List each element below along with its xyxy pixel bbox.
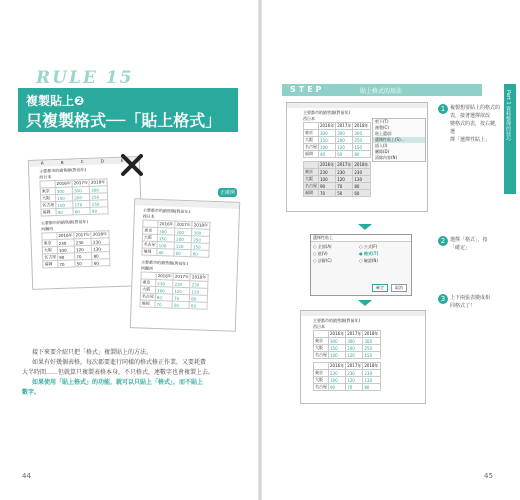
table-row: 東京 230 230 230 — [42, 238, 109, 247]
table-title: 主要都市的銷售額(對前年) — [142, 207, 191, 215]
table-region: 西日本 — [39, 174, 52, 180]
table-row: 大阪 100 120 130 — [42, 245, 109, 254]
table-row: 東京 230 230 230 — [314, 370, 381, 377]
step-title: 貼上格式的用法 — [360, 88, 403, 95]
table-title: 主要都市的銷售額(對前年) — [313, 318, 361, 323]
table-row: 東京 230 230 230 — [141, 279, 208, 288]
body-text — [22, 348, 252, 398]
option-value[interactable]: ○ 值(V) — [313, 251, 328, 256]
body-highlight: 如果使用「貼上格式」的功能，就可以只貼上「格式」，而不貼上 — [32, 379, 204, 386]
step2-note: 選擇「格式」，按 「確定」 — [450, 237, 488, 251]
cancel-button[interactable]: 取消 — [391, 284, 407, 292]
table-row: 東京 300 300 300 — [143, 227, 210, 236]
table-row: 名古屋 100 120 150 — [142, 241, 209, 250]
step3-note: 上下兩張表變成相 同格式了！ — [450, 295, 491, 309]
sales-table-2-formatted: 2016年 2017年 2018年 東京 230 230 230 大阪 100 120 130 名古屋 90 70 80 福岡 70 50 60 — [141, 273, 207, 308]
year-header: 2017年 — [73, 179, 89, 186]
book-spine — [258, 0, 262, 500]
side-tab-label: Part 1 資料整理的技巧 — [505, 90, 511, 142]
table-row: 大阪 100 120 130 — [304, 176, 371, 183]
option-formula[interactable]: ○ 公式(F) — [359, 244, 378, 249]
table-row: 東京 300 300 300 — [314, 338, 381, 345]
col-header: C — [80, 159, 84, 165]
sales-table-1 — [39, 178, 108, 216]
step1-table-2: 2016年 2017年 2018年 東京 230 230 230 大阪 100 120 130 名古屋 90 70 80 福岡 70 50 60 — [305, 162, 369, 196]
table-row: 名古屋 100 120 150 — [41, 200, 108, 209]
menu-item-cut[interactable]: 剪下(T) — [375, 119, 389, 124]
step3-table-1: 2016年 2017年 2018年 東京 300 300 300 大阪 150 200 250 名古屋 100 120 150 — [315, 331, 379, 358]
table-title: 主要都市的銷售額(對前年) — [303, 110, 351, 115]
table-row: 大阪 100 120 130 — [140, 286, 207, 295]
table-region: 西關西 — [140, 265, 153, 271]
menu-item-paste-options[interactable]: 貼上選項: — [375, 131, 393, 136]
body-line: 如果有好幾個表格，每次都要進行同樣的格式修正作業，又要耗費 — [32, 359, 207, 366]
table-row: 福岡 70 50 60 — [43, 259, 110, 268]
arrow-down-icon — [358, 300, 372, 306]
table-row: 名古屋 90 70 80 — [304, 183, 371, 190]
option-validation[interactable]: ○ 驗證(N) — [359, 258, 378, 263]
table-row: 福岡 40 60 80 — [41, 207, 108, 216]
ok-button[interactable]: 確定 — [372, 284, 388, 292]
step3-number: 3 — [438, 294, 448, 304]
menu-item-paste-special[interactable]: 選擇性貼上(S)... — [373, 137, 425, 143]
menu-item-delete[interactable]: 刪除(D) — [375, 149, 390, 154]
table-row: 福岡 70 50 60 — [304, 190, 371, 197]
title-line-2: 只複製格式──「貼上格式」 — [26, 111, 222, 130]
table-row: 名古屋 90 70 80 — [314, 384, 381, 391]
step3-table-2: 2016年 2017年 2018年 東京 230 230 230 大阪 100 120 130 名古屋 90 70 80 — [315, 363, 379, 390]
table-row: 名古屋 100 120 150 — [314, 352, 381, 359]
context-menu — [372, 118, 426, 162]
table-title: 主要都市的銷售額(對前年) — [140, 259, 189, 267]
col-header: E — [120, 157, 124, 163]
col-header: B — [60, 159, 64, 165]
table-region: 西日本 — [142, 213, 155, 219]
option-all[interactable]: ○ 全部(A) — [313, 244, 332, 249]
table-title: 主要都市的銷售額(對前年) — [40, 218, 89, 226]
table-row: 東京 300 300 300 — [304, 130, 371, 137]
body-line: 大半時間……但就算只複製表格本身，不只格式，連數字也會複製上去。 — [22, 369, 215, 376]
col-header: A — [40, 160, 44, 166]
table-row: 大阪 100 120 130 — [314, 377, 381, 384]
step2-number: 2 — [438, 236, 448, 246]
dialog-title: 選擇性貼上 — [311, 235, 411, 242]
table-region: 西日本 — [303, 116, 315, 121]
step1-note: 複製想要貼上的格式的 表，接著選擇欲改 變格式的表，按右鍵，選 擇「選擇性貼上」 — [450, 105, 501, 143]
page-number-left: 44 — [22, 472, 31, 480]
option-format[interactable]: ● 格式(T) — [359, 251, 379, 256]
table-row: 名古屋 90 70 80 — [140, 293, 207, 302]
table-row: 福岡 40 60 80 — [304, 151, 371, 158]
year-header: 2018年 — [90, 179, 106, 185]
year-header: 2016年 — [56, 180, 71, 187]
table-row: 大阪 150 200 250 — [304, 137, 371, 144]
body-line: 接下來要介紹只把「格式」複製貼上的方法。 — [32, 349, 153, 356]
option-comment[interactable]: ○ 註解(C) — [313, 258, 332, 263]
table-row: 東京 230 230 230 — [304, 169, 371, 176]
sales-table-2: 2016年 2017年 2018年 東京 230 230 230 大阪 100 120 130 名古屋 90 70 80 福岡 70 50 60 — [41, 230, 110, 268]
table-row: 大阪 150 200 250 — [142, 234, 209, 243]
table-row: 福岡 40 60 80 — [142, 248, 209, 257]
step3-screenshot — [300, 310, 426, 404]
page-number-right: 45 — [484, 472, 493, 480]
step1-number: 1 — [438, 104, 448, 114]
arrow-down-icon — [358, 224, 372, 230]
body-highlight: 數字。 — [22, 389, 41, 396]
menu-item-insert[interactable]: 插入(I) — [375, 143, 388, 148]
table-region: 西關西 — [41, 226, 54, 232]
sales-table-1: 2016年 2017年 2018年 東京 300 300 300 大阪 150 200 250 名古屋 100 120 150 福岡 40 60 80 — [143, 221, 209, 256]
menu-item-clear[interactable]: 清除內容(N) — [375, 155, 398, 160]
table-region: 西日本 — [313, 324, 325, 329]
table-title: 主要都市的銷售額(對前年) — [39, 166, 87, 174]
step1-table-1: 2016年 2017年 2018年 東京 300 300 300 大阪 150 200 250 名古屋 100 120 150 福岡 40 60 80 — [305, 123, 369, 157]
table-row: 大阪 150 200 250 — [314, 345, 381, 352]
step-label: STEP — [290, 85, 325, 94]
table-row: 名古屋 90 70 80 — [43, 252, 110, 261]
wrong-x-icon — [120, 153, 144, 177]
col-header: D — [100, 158, 105, 164]
spreadsheet-correct-example — [130, 198, 240, 332]
table-row: 東京 300 300 300 — [40, 186, 107, 195]
paste-special-dialog — [310, 234, 412, 296]
rule-label: RULE 15 — [36, 68, 134, 88]
correct-example-stamp: 正確例 — [220, 190, 236, 196]
table-row: 名古屋 100 120 150 — [304, 144, 371, 151]
title-line-1: 複製貼上❷ — [26, 94, 85, 108]
menu-item-copy[interactable]: 複製(C) — [375, 125, 389, 130]
table-row: 大阪 150 200 250 — [40, 193, 107, 202]
table-row: 福岡 70 50 60 — [140, 300, 207, 309]
